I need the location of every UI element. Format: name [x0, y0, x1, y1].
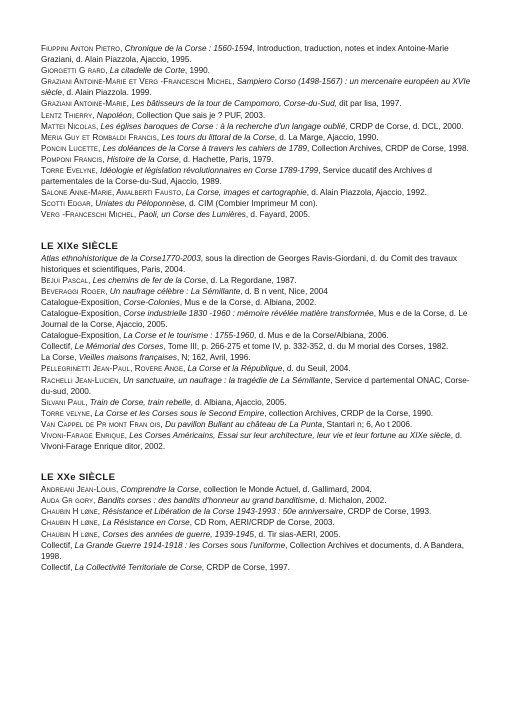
- bibliography-entry: Chaubin H løne, Corses des années de guerre, 1939-1945, d. Tir sias-AERI, 2005.: [41, 529, 341, 539]
- entry-author: Auda Gr gory: [41, 496, 94, 506]
- bibliography-entry: [41, 330, 471, 341]
- bibliography-entry: Rachelli Jean-Lucien, Un sanctuaire, un naufrage : la tragédie de La Sémillante, Service d partemental ONAC, Corse-du-sud, 2000.: [41, 375, 470, 396]
- entry-details: Collectif,: [41, 562, 75, 572]
- entry-details: , collection le Monde Actuel, d. Gallimard, 2004.: [198, 485, 372, 495]
- section-spacer: [41, 452, 471, 472]
- bibliography-entry: Scotti Edgar, Uniates du Péloponnèse, d. CIM (Combier Imprimeur M con).: [41, 199, 318, 209]
- bibliography-entry: Torre velyne, La Corse et les Corses sous le Second Empire, collection Archives, CRDP de la Corse, 1990.: [41, 408, 434, 418]
- entry-title: Résistance et Libération de la Corse 1943-1993 : 50e anniversaire: [102, 507, 344, 517]
- entry-details: Collectif,: [41, 342, 75, 352]
- bibliography-entry: Pomponi Francis, Histoire de la Corse, d. Hachette, Paris, 1979.: [41, 154, 274, 164]
- entry-details: , Service ducatif des Archives d partementales de la Corse-du-Sud, Ajaccio, 1989.: [41, 166, 432, 187]
- bibliography-entry: Graziani Antoine-Marie et Verg -Franceschi Michel, Sampiero Corso (1498-1567) : un mercenaire européen au XVIe siècle, d. Alain Piazzola. 1999.: [41, 77, 471, 98]
- bibliography-entry: [41, 540, 471, 562]
- entry-title: Comprendre la Corse: [120, 485, 199, 495]
- bibliography-entry: Meria Guy et Rombaldi Francis, Les tours du littoral de la Corse, d. La Marge, Ajaccio, 1990.: [41, 132, 379, 142]
- entry-title: Histoire de la Corse: [106, 154, 179, 164]
- entry-details: , CRDP de Corse, 1993.: [343, 507, 432, 517]
- entry-details: , sous la direction de Georges Ravis-Giordani, d. du Comit des travaux historiques et scientifiques, Paris, 2004.: [41, 253, 457, 274]
- entry-details: , d. B n vent, Nice, 2004: [240, 286, 328, 296]
- entry-title: Le Mémorial des Corses: [74, 342, 164, 352]
- entry-author: Mattei Nicolas: [41, 121, 96, 131]
- entry-title: La Corse, images et cartographie: [185, 188, 307, 198]
- entry-details: , Mus e de la Corse, d. Le Journal de la Corse, Ajaccio, 2005.: [41, 308, 468, 330]
- entry-title: La Corse et les Corses sous le Second Empire: [94, 408, 265, 418]
- entry-title: Atlas ethnohistorique de la Corse1770-2003: [41, 253, 201, 263]
- entry-details: , Collection Que sais je ? PUF, 2003.: [131, 110, 266, 120]
- section-title: LE XXe SIÈCLE: [41, 472, 116, 484]
- entry-details: , d. Tir sias-AERI, 2005.: [253, 529, 341, 539]
- entry-details: , CRDP de Corse, d. DCL, 2000.: [345, 121, 464, 131]
- entry-details: , d. CIM (Combier Imprimeur M con).: [184, 199, 318, 209]
- entry-author: Scotti Edgar: [41, 199, 91, 209]
- bibliography-entry: Auda Gr gory, Bandits corses : des bandits d'honneur au grand banditisme, d. Michalon, 2002.: [41, 496, 387, 506]
- entry-author: Fiuppini Anton Pietro: [41, 44, 121, 53]
- entry-details: , Collection Archives, CRDP de Corse, 1998.: [306, 143, 469, 153]
- entry-details: , collection Archives, CRDP de la Corse, 1990.: [264, 408, 434, 418]
- bibliography-entry: [41, 253, 471, 275]
- entry-title: La citadelle de Corte: [109, 66, 185, 76]
- entry-title: Chronique de la Corse : 1560-1594: [124, 44, 253, 53]
- entry-details: , Tome III, p. 266-275 et tome IV, p. 332-352, d. du M morial des Corses, 1982.: [163, 342, 449, 352]
- bibliography-entry: Chaubin H løne, La Résistance en Corse, CD Rom, AERI/CRDP de Corse, 2003.: [41, 518, 335, 528]
- bibliography-entry: Giorgetti G rard, La citadelle de Corte, 1990.: [41, 66, 210, 76]
- entry-details: , d. Michalon, 2002.: [315, 496, 387, 506]
- entry-author: Chaubin H løne: [41, 518, 98, 528]
- entry-author: Chaubin H løne: [41, 529, 98, 539]
- entry-details: , Introduction, traduction, notes et index Antoine-Marie Graziani, d. Alain Piazzola, Ajaccio, 1995.: [41, 44, 449, 65]
- entry-details: , Stantari n; 6, Ao t 2006.: [322, 419, 413, 429]
- entry-author: Giorgetti G rard: [41, 66, 106, 76]
- bibliography-entry: [41, 308, 471, 330]
- entry-author: Andreani Jean-Louis: [41, 485, 117, 495]
- bibliography-entry: Andreani Jean-Louis, Comprendre la Corse, collection le Monde Actuel, d. Gallimard, 2004.: [41, 485, 372, 495]
- bibliography-entry: Bejui Pascal, Les chemins de fer de la Corse, d. La Regordane, 1987.: [41, 275, 297, 285]
- entry-title: Sampiero Corso (1498-1567) : un mercenaire européen au XVIe siècle: [41, 77, 471, 98]
- entry-author: Pomponi Francis: [41, 154, 103, 164]
- entry-details: Collectif,: [41, 540, 75, 550]
- bibliography-entry: Graziani Antoine-Marie, Les bâtisseurs de la tour de Campomoro, Corse-du-Sud, dit par lisa, 1997.: [41, 99, 402, 109]
- entry-title: La Collectivité Territoriale de Corse: [74, 562, 202, 572]
- entry-title: Paoli, un Corse des Lumières: [138, 210, 246, 220]
- section-title: LE XIXe SIÈCLE: [41, 240, 119, 252]
- entry-author: Beveraggi Roger: [41, 286, 106, 296]
- entry-details: , d. Albiana, Ajaccio, 2005.: [190, 397, 287, 407]
- entry-title: Napoléon: [96, 110, 132, 120]
- bibliography-entry: Salone Anne-Marie, Amalberti Fausto, La Corse, images et cartographie, d. Alain Piazzola, Ajaccio, 1992.: [41, 188, 427, 198]
- entry-details: , d. La Regordane, 1987.: [205, 275, 297, 285]
- bibliography-entry: Poncin Lucette, Les doléances de la Corse à travers les cahiers de 1789, Collection Archives, CRDP de Corse, 1998.: [41, 143, 469, 153]
- entry-details: , d. Mus e de la Corse/Albiana, 2006.: [254, 331, 389, 341]
- bibliography-entry: Beveraggi Roger, Un naufrage célèbre : La Sémillante, d. B n vent, Nice, 2004: [41, 286, 328, 296]
- entry-title: La Résistance en Corse: [102, 518, 190, 528]
- entry-details: , d. La Marge, Ajaccio, 1990.: [274, 132, 379, 142]
- entry-title: Les Corses Américains, Essai sur leur architecture, leur vie et leur fortune au XIXe siècle: [129, 431, 451, 440]
- entry-title: Les doléances de la Corse à travers les cahiers de 1789: [102, 143, 307, 153]
- entry-details: , d. Fayard, 2005.: [245, 210, 311, 220]
- entry-author: Torre Evelyne: [41, 166, 96, 176]
- entry-details: , Mus e de la Corse, d. Albiana, 2002.: [179, 297, 317, 307]
- entry-title: Corse industrielle 1830 -1960 : mémoire révélée matière transformée: [123, 308, 374, 318]
- entry-title: Corses des années de guerre, 1939-1945: [102, 529, 254, 539]
- entry-author: Silvani Paul: [41, 397, 86, 407]
- bibliography-entry: [41, 341, 471, 352]
- entry-details: , CRDP de Corse, 1997.: [201, 562, 290, 572]
- entry-details: La Corse,: [41, 353, 79, 363]
- entry-details: dit par lisa, 1997.: [336, 99, 402, 109]
- entry-title: Un sanctuaire, un naufrage : la tragédie de La Sémillante: [123, 375, 331, 385]
- entry-author: Rachelli Jean-Lucien: [41, 375, 119, 385]
- entry-details: , CD Rom, AERI/CRDP de Corse, 2003.: [189, 518, 335, 528]
- bibliography-entry: Torre Evelyne, Idéologie et législation révolutionnaires en Corse 1789-1799, Service ducatif des Archives d partementales de la Corse-du-Sud, Ajaccio, 1989.: [41, 166, 432, 187]
- entry-details: Catalogue-Exposition,: [41, 331, 124, 341]
- entry-author: Bejui Pascal: [41, 275, 89, 285]
- entry-author: Lentz Thierry: [41, 110, 93, 120]
- entry-author: Graziani Antoine-Marie et Verg -Franceschi Michel: [41, 77, 233, 87]
- entry-title: Les tours du littoral de la Corse: [161, 132, 275, 142]
- entry-title: Un naufrage célèbre : La Sémillante: [109, 286, 241, 296]
- entry-author: Poncin Lucette: [41, 143, 99, 153]
- section-spacer: [41, 221, 471, 241]
- entry-author: Chaubin H løne: [41, 507, 98, 517]
- entry-title: Idéologie et législation révolutionnaires en Corse 1789-1799: [100, 166, 319, 176]
- entry-title: Train de Corse, train rebelle: [89, 397, 191, 407]
- entry-author: Salone Anne-Marie, Amalberti Fausto: [41, 188, 182, 198]
- entry-details: , d. Alain Piazzola. 1999.: [61, 88, 152, 98]
- entry-title: Les chemins de fer de la Corse: [92, 275, 206, 285]
- entry-author: Verg -Franceschi Michel: [41, 210, 134, 220]
- entry-title: La Corse et le tourisme : 1755-1960: [123, 331, 255, 341]
- entry-title: Bandits corses : des bandits d'honneur au grand banditisme: [97, 496, 316, 506]
- bibliography-entry: [41, 562, 471, 573]
- bibliography-entry: Pellegrinetti Jean-Paul, Rovere Ange, La Corse et la République, d. du Seuil, 2004.: [41, 364, 351, 374]
- entry-author: Torre velyne: [41, 408, 91, 418]
- entry-author: Pellegrinetti Jean-Paul, Rovere Ange: [41, 364, 184, 374]
- entry-author: Van Cappel de Pr mont Fran ois: [41, 419, 161, 429]
- entry-details: , 1990.: [184, 66, 210, 76]
- entry-title: Uniates du Péloponnèse: [95, 199, 185, 209]
- entry-title: Corse-Colonies: [123, 297, 180, 307]
- entry-title: Les églises baroques de Corse : à la recherche d'un langage oublié: [100, 121, 346, 131]
- entry-details: , Collection Archives et documents, d. A Bandera, 1998.: [41, 540, 465, 561]
- entry-title: La Grande Guerre 1914-1918 : les Corses sous l'uniforme: [74, 540, 286, 550]
- bibliography-entry: [41, 297, 471, 308]
- entry-details: , d. Hachette, Paris, 1979.: [178, 154, 274, 164]
- bibliography-column: [41, 43, 471, 573]
- entry-details: , d. Vivoni-Farage Enrique ditor, 2002.: [41, 431, 463, 452]
- entry-details: , d. du Seuil, 2004.: [282, 364, 351, 374]
- entry-details: Catalogue-Exposition,: [41, 308, 124, 318]
- bibliography-entry: Chaubin H løne, Résistance et Libération de la Corse 1943-1993 : 50e anniversaire, CRDP de Corse, 1993.: [41, 507, 432, 517]
- entry-author: Vivoni-Farage Enrique: [41, 431, 125, 440]
- bibliography-entry: Lentz Thierry, Napoléon, Collection Que sais je ? PUF, 2003.: [41, 110, 266, 120]
- entry-author: Graziani Antoine-Marie: [41, 99, 127, 109]
- bibliography-entry: [41, 352, 471, 363]
- entry-title: Du pavillon Bullant au château de La Punta: [165, 419, 323, 429]
- entry-author: Meria Guy et Rombaldi Francis: [41, 132, 157, 142]
- entry-title: Vieilles maisons françaises: [78, 353, 177, 363]
- bibliography-entry: Vivoni-Farage Enrique, Les Corses Américains, Essai sur leur architecture, leur vie et leur fortune au XIXe siècle, d. Vivoni-Farage Enrique ditor, 2002.: [41, 431, 463, 452]
- entry-details: , d. Alain Piazzola, Ajaccio, 1992.: [306, 188, 427, 198]
- entry-details: Catalogue-Exposition,: [41, 297, 124, 307]
- entry-details: , N; 162, Avril, 1996.: [176, 353, 251, 363]
- bibliography-entry: Silvani Paul, Train de Corse, train rebelle, d. Albiana, Ajaccio, 2005.: [41, 397, 287, 407]
- bibliography-entry: Van Cappel de Pr mont Fran ois, Du pavillon Bullant au château de La Punta, Stantari n; 6, Ao t 2006.: [41, 419, 413, 429]
- entry-title: Les bâtisseurs de la tour de Campomoro, Corse-du-Sud,: [131, 99, 337, 109]
- entry-details: , Service d partemental ONAC, Corse-du-sud, 2000.: [41, 375, 470, 396]
- entry-title: La Corse et la République: [187, 364, 283, 374]
- bibliography-entry: Mattei Nicolas, Les églises baroques de Corse : à la recherche d'un langage oublié, CRDP de Corse, d. DCL, 2000.: [41, 121, 464, 131]
- bibliography-entry: Verg -Franceschi Michel, Paoli, un Corse des Lumières, d. Fayard, 2005.: [41, 210, 311, 220]
- bibliography-entry: Fiuppini Anton Pietro, Chronique de la Corse : 1560-1594, Introduction, traduction, notes et index Antoine-Marie Graziani, d. Alain Piazzola, Ajaccio, 1995.: [41, 44, 449, 65]
